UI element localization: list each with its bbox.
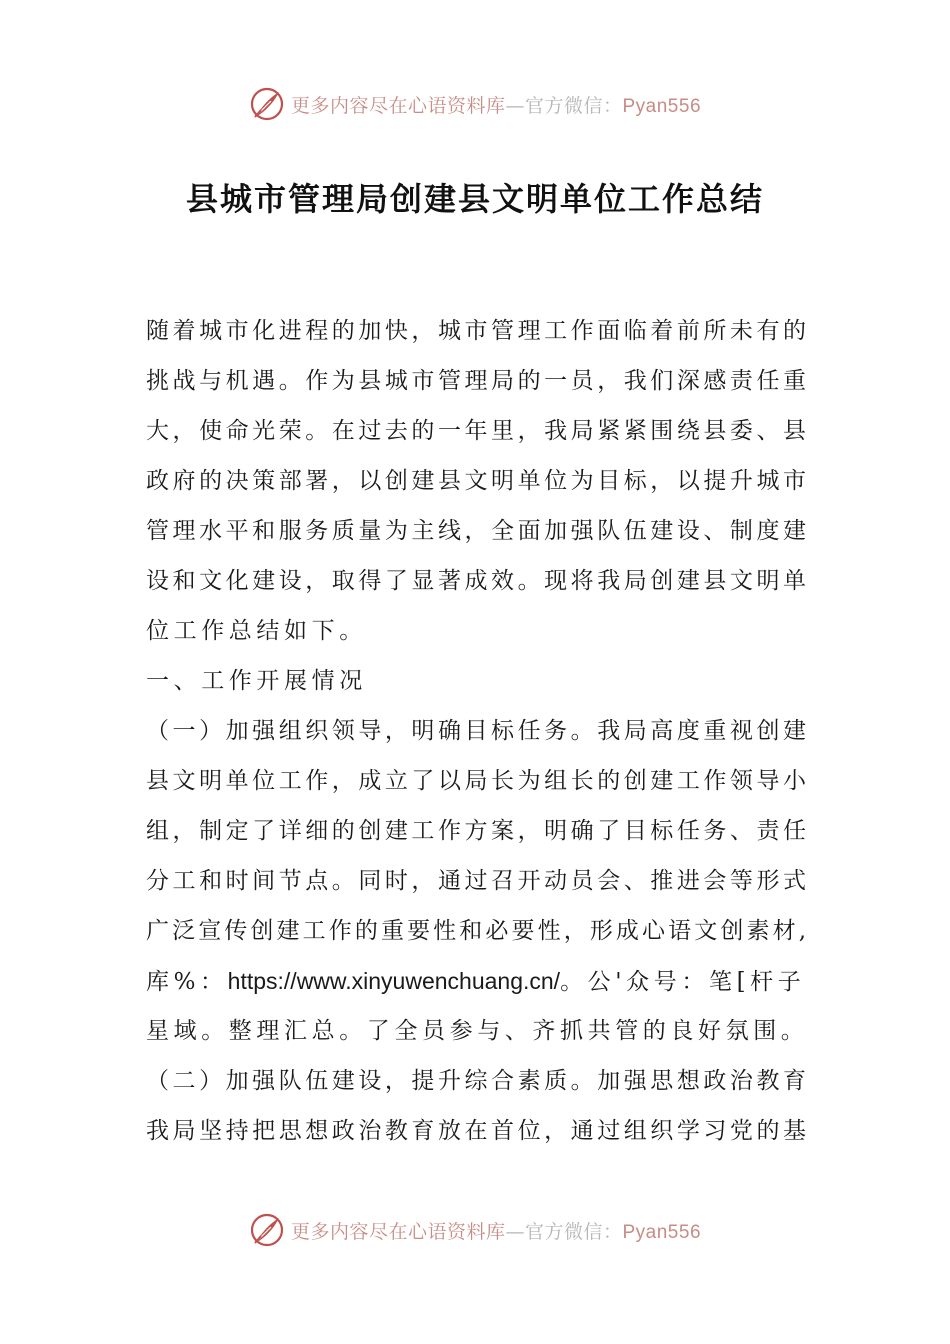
header-banner bbox=[0, 80, 950, 128]
paragraph-line: 县文明单位工作，成立了以局长为组长的创建工作领导小 bbox=[146, 768, 806, 794]
paragraph-line: 位工作总结如下。 bbox=[146, 618, 367, 644]
paragraph-line: 挑战与机遇。作为县城市管理局的一员，我们深感责任重 bbox=[146, 368, 806, 394]
paragraph-line: 大，使命光荣。在过去的一年里，我局紧紧围绕县委、县 bbox=[146, 418, 806, 444]
paragraph-line: （二）加强队伍建设，提升综合素质。加强思想政治教育 bbox=[146, 1068, 806, 1094]
paragraph-line: 管理水平和服务质量为主线，全面加强队伍建设、制度建 bbox=[146, 518, 806, 544]
paragraph-line: 随着城市化进程的加快，城市管理工作面临着前所未有的 bbox=[146, 318, 806, 344]
mixed-line-prefix: 库%： bbox=[146, 969, 228, 995]
paragraph-line: 我局坚持把思想政治教育放在首位，通过组织学习党的基 bbox=[146, 1118, 806, 1144]
quill-logo-icon bbox=[249, 1212, 285, 1248]
banner-text: 更多内容尽在心语资料库 bbox=[290, 1220, 506, 1243]
banner-dash: — bbox=[505, 1220, 525, 1243]
paragraph-line: 政府的决策部署，以创建县文明单位为目标，以提升城市 bbox=[146, 468, 806, 494]
banner-wechat-id: Pyan556 bbox=[622, 95, 702, 117]
mixed-line-suffix: 。公'众号：笔[杆子 bbox=[560, 969, 806, 995]
paragraph-line: 组，制定了详细的创建工作方案，明确了目标任务、责任 bbox=[146, 818, 806, 844]
banner-wechat-id: Pyan556 bbox=[622, 1221, 702, 1243]
banner-text: 更多内容尽在心语资料库 bbox=[290, 94, 506, 117]
document-body bbox=[146, 306, 809, 1156]
document-title: 县城市管理局创建县文明单位工作总结 bbox=[185, 180, 764, 218]
banner-wechat-label: 官方微信： bbox=[524, 94, 623, 117]
paragraph-line: 广泛宣传创建工作的重要性和必要性，形成心语文创素材, bbox=[146, 918, 806, 944]
paragraph-line: （一）加强组织领导，明确目标任务。我局高度重视创建 bbox=[146, 718, 806, 744]
paragraph-line: 分工和时间节点。同时，通过召开动员会、推进会等形式 bbox=[146, 868, 806, 894]
paragraph-line: 星域。整理汇总。了全员参与、齐抓共管的良好氛围。 bbox=[146, 1018, 809, 1044]
paragraph-line: 设和文化建设，取得了显著成效。现将我局创建县文明单 bbox=[146, 568, 806, 594]
section-heading: 一、工作开展情况 bbox=[146, 668, 367, 694]
banner-wechat-label: 官方微信： bbox=[524, 1220, 623, 1243]
quill-logo-icon bbox=[249, 86, 285, 122]
website-url: https://www.xinyuwenchuang.cn/ bbox=[227, 968, 561, 994]
banner-dash: — bbox=[505, 94, 525, 117]
paragraph-line-with-url bbox=[146, 956, 806, 1006]
footer-banner bbox=[0, 1206, 950, 1254]
